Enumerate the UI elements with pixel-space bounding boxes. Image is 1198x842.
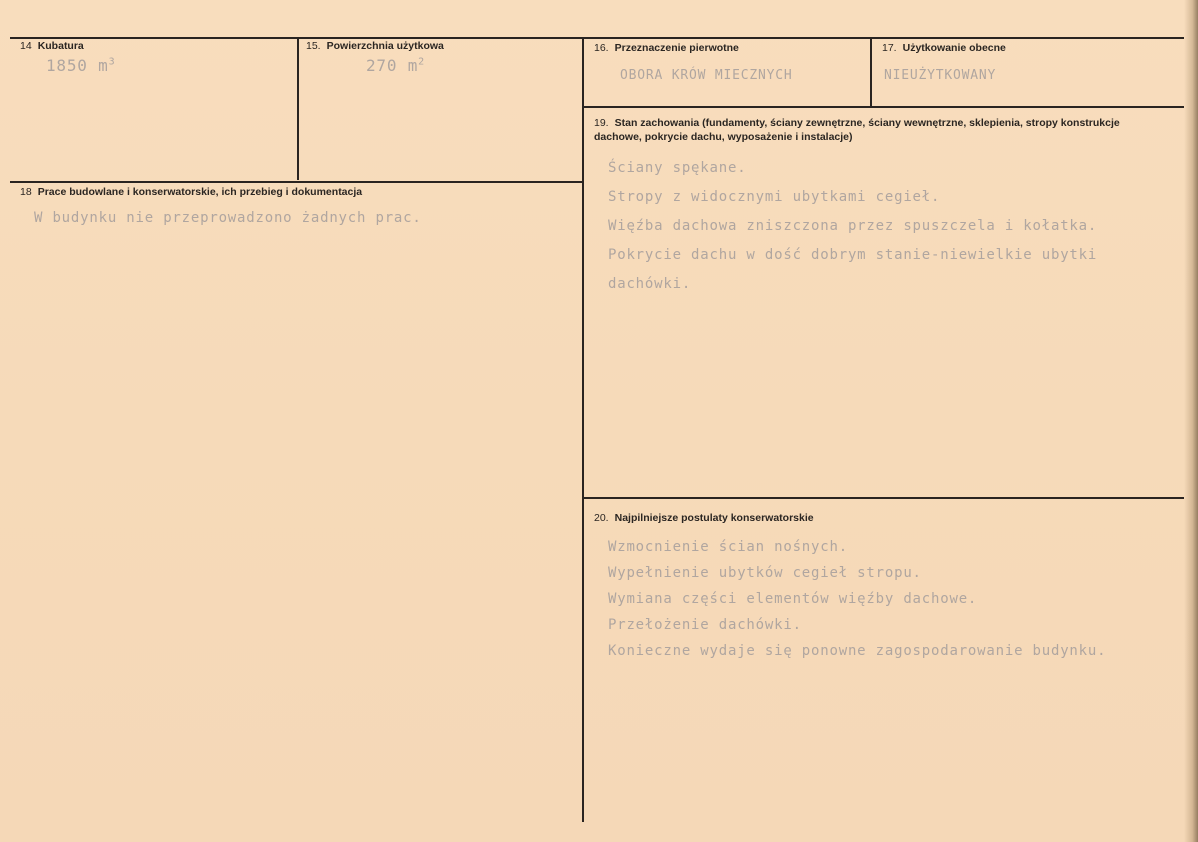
rule-above-18 [10, 181, 582, 183]
rule-above-19 [584, 106, 1184, 108]
powierzchnia-value: 270 m [366, 56, 419, 75]
field-20-line: Przełożenie dachówki. [608, 617, 802, 633]
top-rule-left [10, 37, 582, 39]
field-15-title: Powierzchnia użytkowa [326, 40, 444, 52]
field-18-label [20, 186, 362, 200]
field-14-label [20, 40, 84, 54]
field-19-line: Stropy z widocznymi ubytkami cegieł. [608, 189, 941, 205]
top-rule-right [584, 37, 1184, 39]
rule-above-20 [584, 497, 1184, 499]
field-20-title: Najpilniejsze postulaty konserwatorskie [614, 512, 814, 524]
powierzchnia-unit-exponent: 2 [418, 56, 425, 68]
field-14-number: 14 [20, 40, 32, 52]
kubatura-value: 1850 m [46, 56, 109, 75]
field-14-value [46, 56, 115, 75]
field-20-line: Wypełnienie ubytków cegieł stropu. [608, 565, 922, 581]
field-15-label [306, 40, 444, 54]
field-18-number: 18 [20, 186, 32, 198]
field-19-line: dachówki. [608, 276, 692, 292]
field-20-line: Konieczne wydaje się ponowne zagospodarowanie budynku. [608, 643, 1107, 659]
field-16-label [594, 42, 739, 56]
field-15-number: 15. [306, 40, 321, 52]
divider-16-17 [870, 37, 872, 106]
field-16-number: 16. [594, 42, 609, 54]
field-20-label [594, 512, 814, 526]
field-19-line: Pokrycie dachu w dość dobrym stanie-niewielkie ubytki [608, 247, 1098, 263]
field-19-title: Stan zachowania (fundamenty, ściany zewnętrzne, ściany wewnętrzne, sklepienia, stropy konstrukcje dachowe, pokrycie dachu, wyposażenie i instalacje) [594, 117, 1120, 143]
field-20-line: Wzmocnienie ścian nośnych. [608, 539, 848, 555]
divider-14-15 [297, 37, 299, 180]
field-19-line: Ściany spękane. [608, 160, 747, 176]
field-19-label [594, 117, 1164, 144]
field-17-title: Użytkowanie obecne [902, 42, 1006, 54]
field-19-text [608, 154, 1097, 299]
field-20-text [608, 534, 1106, 664]
field-17-label [882, 42, 1006, 56]
field-17-number: 17. [882, 42, 897, 54]
field-18-title: Prace budowlane i konserwatorskie, ich przebieg i dokumentacja [37, 186, 363, 198]
kubatura-unit-exponent: 3 [108, 56, 116, 68]
field-18-value: W budynku nie przeprowadzono żadnych prac. [34, 210, 422, 226]
card-edge-shadow [1184, 0, 1198, 842]
field-16-value: OBORA KRÓW MIECZNYCH [620, 68, 793, 83]
field-16-title: Przeznaczenie pierwotne [614, 42, 739, 54]
field-19-line: Więźba dachowa zniszczona przez spuszczela i kołatka. [608, 218, 1098, 234]
field-15-value [366, 56, 425, 75]
field-20-number: 20. [594, 512, 609, 524]
field-19-number: 19. [594, 117, 609, 129]
field-14-title: Kubatura [37, 40, 84, 52]
center-divider [582, 37, 584, 822]
field-20-line: Wymiana części elementów więźby dachowe. [608, 591, 978, 607]
field-17-value: NIEUŻYTKOWANY [884, 68, 997, 83]
